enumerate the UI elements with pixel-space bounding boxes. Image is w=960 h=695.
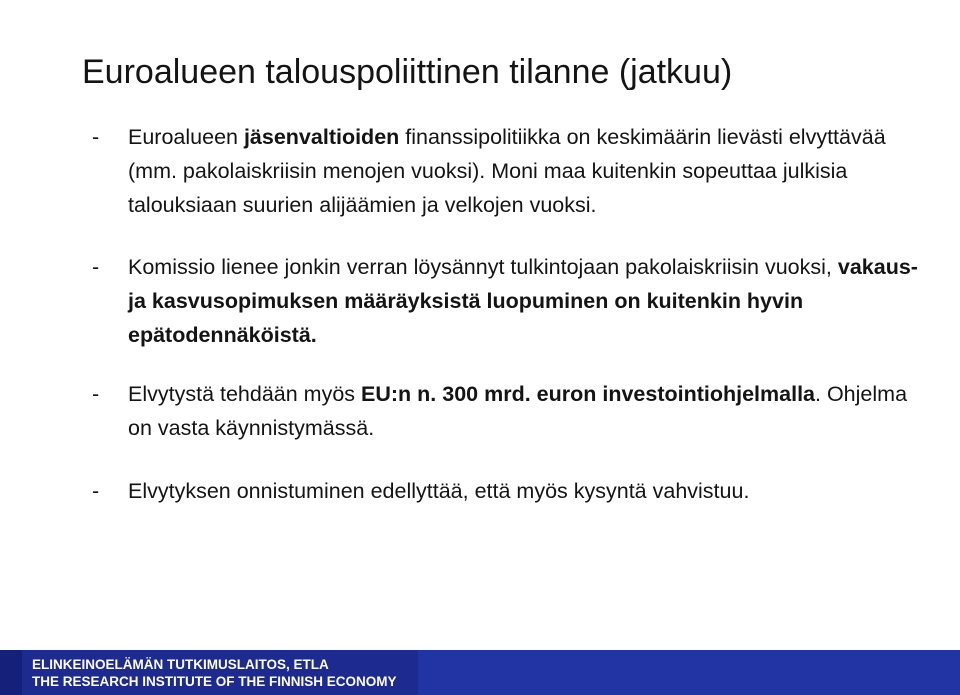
bullet-marker: - <box>92 125 100 149</box>
footer-line-finnish: ELINKEINOELÄMÄN TUTKIMUSLAITOS, ETLA <box>32 657 329 672</box>
text-segment: finanssipolitiikka on keskimäärin lievästi elvyttävää (mm. pakolaiskriisin menojen vuoksi). Moni maa kuitenkin sopeuttaa julkisia talouksiaan suurien alijäämien ja velkojen vuoksi. <box>128 125 886 217</box>
footer-organization <box>32 656 397 690</box>
footer-accent-right <box>418 650 960 695</box>
slide-title: Euroalueen talouspoliittinen tilanne (jatkuu) <box>82 53 733 91</box>
bullet-text <box>128 120 932 222</box>
bullet-text <box>128 250 932 352</box>
text-segment: Elvytystä tehdään myös <box>128 382 362 406</box>
text-segment-bold: jäsenvaltioiden <box>243 125 400 149</box>
footer-accent-left <box>0 650 22 695</box>
bullet-item-investment-plan <box>92 377 932 445</box>
text-segment: Elvytyksen onnistuminen edellyttää, että myös kysyntä vahvistuu. <box>128 479 750 503</box>
bullet-item-member-states <box>92 120 932 222</box>
bullet-text <box>128 474 932 508</box>
bullet-item-demand <box>92 474 932 508</box>
text-segment: Komissio lienee jonkin verran löysännyt tulkintojaan pakolaiskriisin vuoksi, <box>128 255 838 279</box>
bullet-text <box>128 377 932 445</box>
bullet-marker: - <box>92 382 100 406</box>
text-segment: . Ohjelma on vasta käynnistymässä. <box>128 382 908 440</box>
footer-line-english: THE RESEARCH INSTITUTE OF THE FINNISH ECONOMY <box>32 674 397 689</box>
bullet-marker: - <box>92 479 100 503</box>
text-segment-bold: vakaus- ja kasvusopimuksen määräyksistä luopuminen on kuitenkin hyvin epätodennäköistä. <box>128 255 918 347</box>
bullet-marker: - <box>92 255 100 279</box>
text-segment: Euroalueen <box>128 125 244 149</box>
text-segment-bold: EU:n n. 300 mrd. euron investointiohjelmalla <box>361 382 816 406</box>
footer-bar <box>0 650 960 695</box>
bullet-item-commission <box>92 250 932 352</box>
